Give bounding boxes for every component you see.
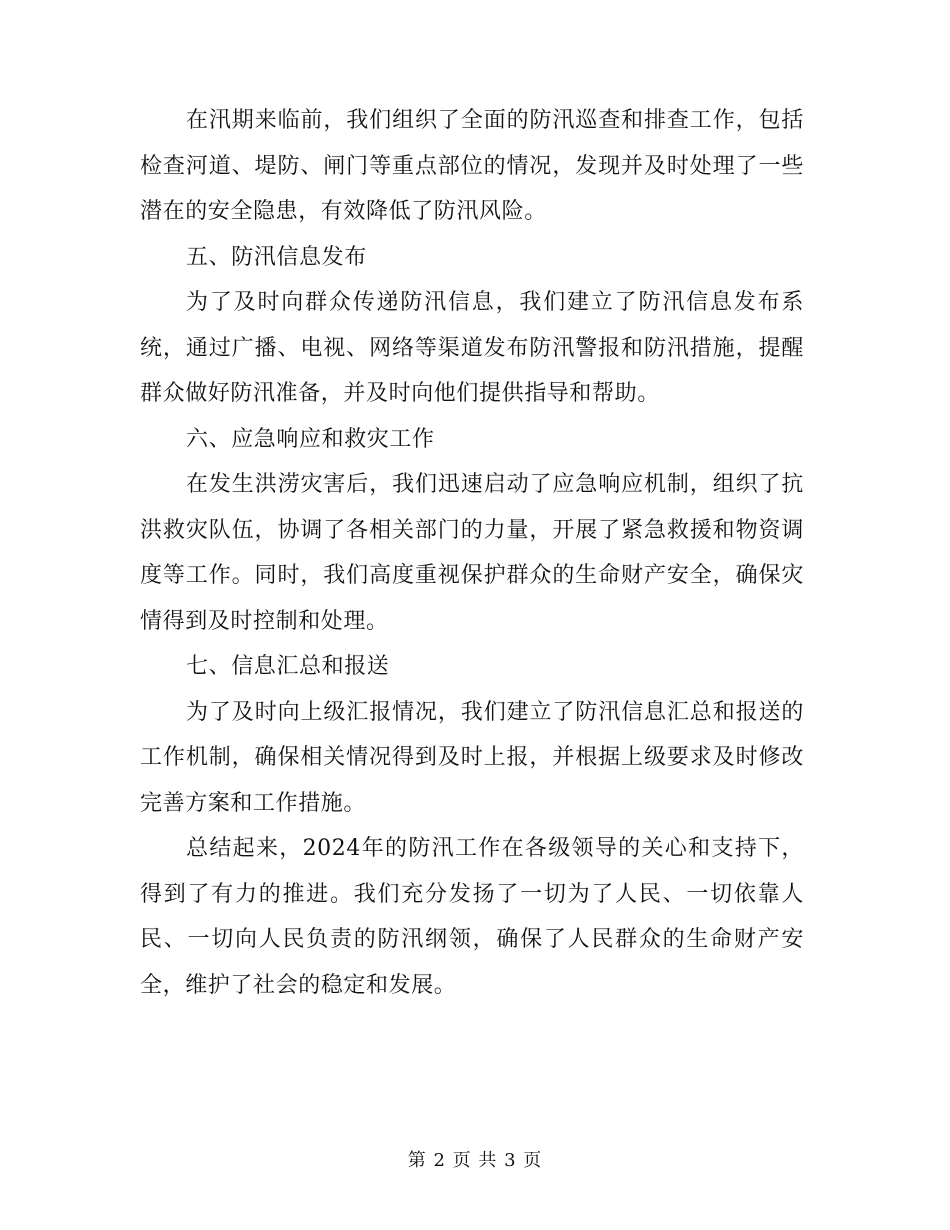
page-number-footer: 第 2 页 共 3 页 bbox=[407, 1150, 543, 1171]
paragraph-summary: 总结起来，2024年的防汛工作在各级领导的关心和支持下，得到了有力的推进。我们充分发扬了一切为了人民、一切依靠人民、一切向人民负责的防汛纲领，确保了人民群众的生命财产安全，维护了社会的稳定和发展。 bbox=[140, 836, 804, 998]
document-body bbox=[140, 98, 804, 1008]
section-heading-info-reporting: 七、信息汇总和报送 bbox=[186, 654, 390, 679]
paragraph-emergency-response: 在发生洪涝灾害后，我们迅速启动了应急响应机制，组织了抗洪救灾队伍，协调了各相关部门的力量，开展了紧急救援和物资调度等工作。同时，我们高度重视保护群众的生命财产安全，确保灾情得到及时控制和处理。 bbox=[140, 472, 804, 634]
paragraph-info-reporting: 为了及时向上级汇报情况，我们建立了防汛信息汇总和报送的工作机制，确保相关情况得到及时上报，并根据上级要求及时修改完善方案和工作措施。 bbox=[140, 699, 804, 816]
section-heading-flood-info-release: 五、防汛信息发布 bbox=[186, 244, 367, 270]
paragraph-flood-info-release: 为了及时向群众传递防汛信息，我们建立了防汛信息发布系统，通过广播、电视、网络等渠道发布防汛警报和防汛措施，提醒群众做好防汛准备，并及时向他们提供指导和帮助。 bbox=[140, 290, 804, 406]
section-heading-emergency-response: 六、应急响应和救灾工作 bbox=[186, 426, 435, 452]
paragraph-flood-inspection: 在汛期来临前，我们组织了全面的防汛巡查和排查工作，包括检查河道、堤防、闸门等重点部位的情况，发现并及时处理了一些潜在的安全隐患，有效降低了防汛风险。 bbox=[140, 108, 804, 224]
